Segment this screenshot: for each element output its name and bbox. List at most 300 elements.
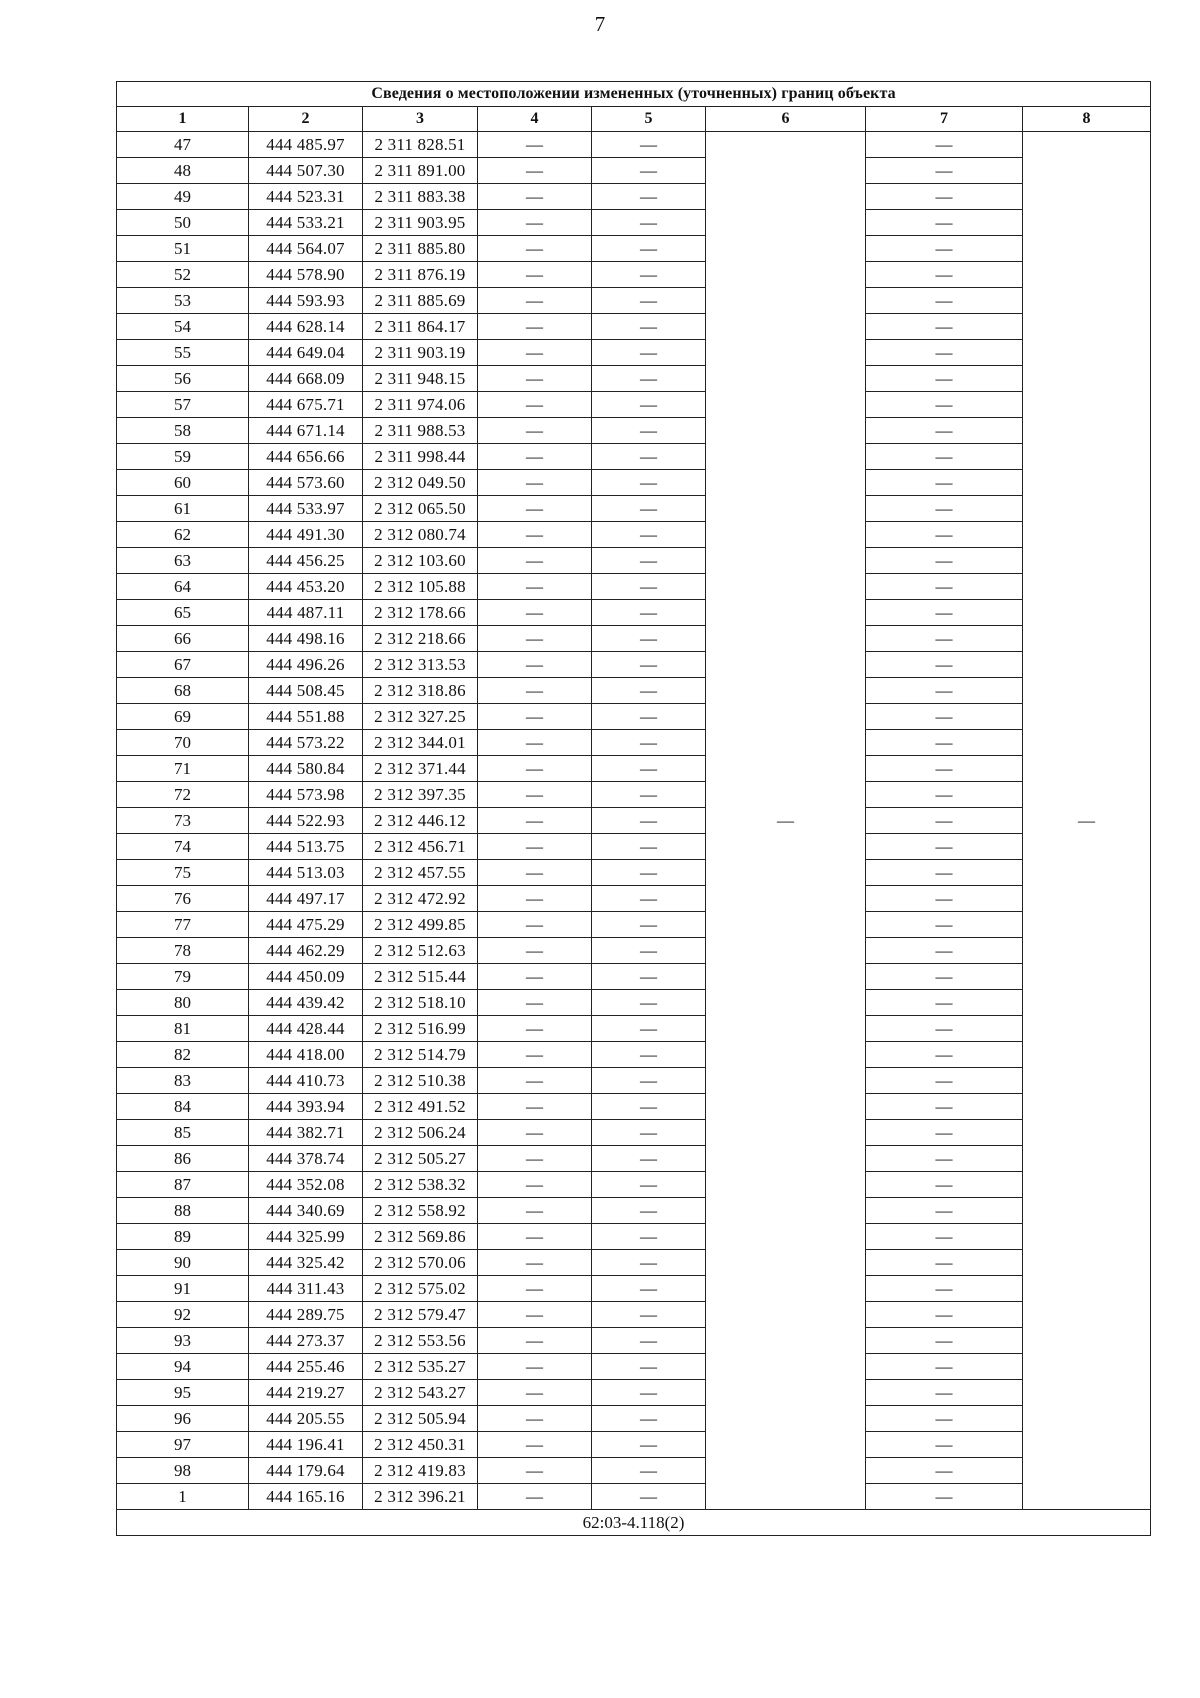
point-number-cell: 74 [117, 834, 249, 860]
point-number-cell: 51 [117, 236, 249, 262]
point-number-cell: 85 [117, 1120, 249, 1146]
column-5-dash-cell: — [592, 1016, 706, 1042]
point-number-cell: 78 [117, 938, 249, 964]
table-row [117, 184, 1151, 210]
column-4-dash-cell: — [478, 184, 592, 210]
point-number-cell: 89 [117, 1224, 249, 1250]
column-7-dash-cell: — [866, 548, 1023, 574]
table-row [117, 210, 1151, 236]
column-4-dash-cell: — [478, 1276, 592, 1302]
y-coordinate-cell: 2 312 397.35 [363, 782, 478, 808]
table-row [117, 1276, 1151, 1302]
column-7-dash-cell: — [866, 626, 1023, 652]
point-number-cell: 53 [117, 288, 249, 314]
point-number-cell: 84 [117, 1094, 249, 1120]
column-4-dash-cell: — [478, 132, 592, 158]
y-coordinate-cell: 2 311 828.51 [363, 132, 478, 158]
column-7-dash-cell: — [866, 210, 1023, 236]
table-body [117, 132, 1151, 1510]
column-5-dash-cell: — [592, 496, 706, 522]
table-row [117, 600, 1151, 626]
column-7-dash-cell: — [866, 574, 1023, 600]
point-number-cell: 71 [117, 756, 249, 782]
y-coordinate-cell: 2 312 512.63 [363, 938, 478, 964]
table-row [117, 1068, 1151, 1094]
y-coordinate-cell: 2 312 535.27 [363, 1354, 478, 1380]
column-7-dash-cell: — [866, 1406, 1023, 1432]
point-number-cell: 82 [117, 1042, 249, 1068]
x-coordinate-cell: 444 165.16 [249, 1484, 363, 1510]
point-number-cell: 80 [117, 990, 249, 1016]
x-coordinate-cell: 444 352.08 [249, 1172, 363, 1198]
boundary-coordinates-table [116, 81, 1151, 1536]
x-coordinate-cell: 444 475.29 [249, 912, 363, 938]
column-7-dash-cell: — [866, 1120, 1023, 1146]
y-coordinate-cell: 2 312 575.02 [363, 1276, 478, 1302]
column-7-dash-cell: — [866, 236, 1023, 262]
column-5-dash-cell: — [592, 912, 706, 938]
point-number-cell: 63 [117, 548, 249, 574]
x-coordinate-cell: 444 573.60 [249, 470, 363, 496]
point-number-cell: 58 [117, 418, 249, 444]
x-coordinate-cell: 444 649.04 [249, 340, 363, 366]
column-4-dash-cell: — [478, 262, 592, 288]
x-coordinate-cell: 444 573.98 [249, 782, 363, 808]
point-number-cell: 79 [117, 964, 249, 990]
column-4-dash-cell: — [478, 1042, 592, 1068]
x-coordinate-cell: 444 578.90 [249, 262, 363, 288]
point-number-cell: 68 [117, 678, 249, 704]
x-coordinate-cell: 444 340.69 [249, 1198, 363, 1224]
column-5-dash-cell: — [592, 860, 706, 886]
y-coordinate-cell: 2 312 080.74 [363, 522, 478, 548]
column-7-dash-cell: — [866, 1276, 1023, 1302]
column-4-dash-cell: — [478, 340, 592, 366]
point-number-cell: 86 [117, 1146, 249, 1172]
column-4-dash-cell: — [478, 1328, 592, 1354]
x-coordinate-cell: 444 551.88 [249, 704, 363, 730]
table-row [117, 366, 1151, 392]
column-7-dash-cell: — [866, 418, 1023, 444]
point-number-cell: 69 [117, 704, 249, 730]
column-4-dash-cell: — [478, 678, 592, 704]
column-7-dash-cell: — [866, 1380, 1023, 1406]
y-coordinate-cell: 2 312 510.38 [363, 1068, 478, 1094]
column-4-dash-cell: — [478, 1068, 592, 1094]
column-4-dash-cell: — [478, 1172, 592, 1198]
table-row [117, 1354, 1151, 1380]
point-number-cell: 72 [117, 782, 249, 808]
y-coordinate-cell: 2 312 515.44 [363, 964, 478, 990]
column-5-dash-cell: — [592, 886, 706, 912]
column-7-dash-cell: — [866, 522, 1023, 548]
x-coordinate-cell: 444 311.43 [249, 1276, 363, 1302]
y-coordinate-cell: 2 312 499.85 [363, 912, 478, 938]
column-4-dash-cell: — [478, 1016, 592, 1042]
column-5-dash-cell: — [592, 236, 706, 262]
y-coordinate-cell: 2 311 974.06 [363, 392, 478, 418]
column-7-dash-cell: — [866, 652, 1023, 678]
point-number-cell: 98 [117, 1458, 249, 1484]
table-row [117, 548, 1151, 574]
table-row [117, 470, 1151, 496]
y-coordinate-cell: 2 312 327.25 [363, 704, 478, 730]
x-coordinate-cell: 444 513.75 [249, 834, 363, 860]
y-coordinate-cell: 2 312 313.53 [363, 652, 478, 678]
column-4-dash-cell: — [478, 730, 592, 756]
column-5-dash-cell: — [592, 1354, 706, 1380]
column-5-dash-cell: — [592, 392, 706, 418]
y-coordinate-cell: 2 312 558.92 [363, 1198, 478, 1224]
column-4-dash-cell: — [478, 1380, 592, 1406]
point-number-cell: 77 [117, 912, 249, 938]
column-4-dash-cell: — [478, 366, 592, 392]
column-7-dash-cell: — [866, 730, 1023, 756]
column-4-dash-cell: — [478, 444, 592, 470]
column-4-dash-cell: — [478, 1094, 592, 1120]
x-coordinate-cell: 444 205.55 [249, 1406, 363, 1432]
point-number-cell: 95 [117, 1380, 249, 1406]
column-5-dash-cell: — [592, 626, 706, 652]
column-4-dash-cell: — [478, 938, 592, 964]
point-number-cell: 93 [117, 1328, 249, 1354]
x-coordinate-cell: 444 453.20 [249, 574, 363, 600]
column-4-dash-cell: — [478, 756, 592, 782]
column-7-dash-cell: — [866, 262, 1023, 288]
column-7-dash-cell: — [866, 860, 1023, 886]
column-7-dash-cell: — [866, 990, 1023, 1016]
y-coordinate-cell: 2 311 876.19 [363, 262, 478, 288]
column-5-dash-cell: — [592, 678, 706, 704]
y-coordinate-cell: 2 312 419.83 [363, 1458, 478, 1484]
x-coordinate-cell: 444 219.27 [249, 1380, 363, 1406]
column-8-merged-dash-cell: — [1023, 132, 1151, 1510]
column-5-dash-cell: — [592, 548, 706, 574]
column-header-1: 1 [117, 107, 249, 132]
point-number-cell: 49 [117, 184, 249, 210]
table-row [117, 1380, 1151, 1406]
x-coordinate-cell: 444 393.94 [249, 1094, 363, 1120]
table-row [117, 938, 1151, 964]
column-4-dash-cell: — [478, 314, 592, 340]
x-coordinate-cell: 444 498.16 [249, 626, 363, 652]
column-7-dash-cell: — [866, 158, 1023, 184]
point-number-cell: 50 [117, 210, 249, 236]
column-header-6: 6 [706, 107, 866, 132]
table-row [117, 340, 1151, 366]
column-4-dash-cell: — [478, 626, 592, 652]
column-5-dash-cell: — [592, 938, 706, 964]
column-header-7: 7 [866, 107, 1023, 132]
column-4-dash-cell: — [478, 496, 592, 522]
column-5-dash-cell: — [592, 600, 706, 626]
x-coordinate-cell: 444 273.37 [249, 1328, 363, 1354]
y-coordinate-cell: 2 312 105.88 [363, 574, 478, 600]
x-coordinate-cell: 444 508.45 [249, 678, 363, 704]
column-4-dash-cell: — [478, 1120, 592, 1146]
table-row [117, 808, 1151, 834]
table-row [117, 132, 1151, 158]
y-coordinate-cell: 2 312 505.94 [363, 1406, 478, 1432]
y-coordinate-cell: 2 312 103.60 [363, 548, 478, 574]
column-5-dash-cell: — [592, 1172, 706, 1198]
column-5-dash-cell: — [592, 1458, 706, 1484]
y-coordinate-cell: 2 311 948.15 [363, 366, 478, 392]
column-4-dash-cell: — [478, 860, 592, 886]
table-row [117, 1406, 1151, 1432]
point-number-cell: 73 [117, 808, 249, 834]
y-coordinate-cell: 2 312 579.47 [363, 1302, 478, 1328]
x-coordinate-cell: 444 450.09 [249, 964, 363, 990]
y-coordinate-cell: 2 311 885.69 [363, 288, 478, 314]
column-5-dash-cell: — [592, 1120, 706, 1146]
table-row [117, 704, 1151, 730]
y-coordinate-cell: 2 312 569.86 [363, 1224, 478, 1250]
column-5-dash-cell: — [592, 1250, 706, 1276]
y-coordinate-cell: 2 312 318.86 [363, 678, 478, 704]
table-row [117, 418, 1151, 444]
x-coordinate-cell: 444 533.21 [249, 210, 363, 236]
column-4-dash-cell: — [478, 470, 592, 496]
column-4-dash-cell: — [478, 808, 592, 834]
point-number-cell: 61 [117, 496, 249, 522]
point-number-cell: 83 [117, 1068, 249, 1094]
y-coordinate-cell: 2 312 065.50 [363, 496, 478, 522]
point-number-cell: 54 [117, 314, 249, 340]
x-coordinate-cell: 444 497.17 [249, 886, 363, 912]
column-7-dash-cell: — [866, 1146, 1023, 1172]
column-4-dash-cell: — [478, 1354, 592, 1380]
table-row [117, 1120, 1151, 1146]
y-coordinate-cell: 2 312 514.79 [363, 1042, 478, 1068]
column-5-dash-cell: — [592, 366, 706, 392]
x-coordinate-cell: 444 593.93 [249, 288, 363, 314]
x-coordinate-cell: 444 485.97 [249, 132, 363, 158]
column-4-dash-cell: — [478, 1146, 592, 1172]
point-number-cell: 76 [117, 886, 249, 912]
point-number-cell: 70 [117, 730, 249, 756]
column-5-dash-cell: — [592, 1380, 706, 1406]
y-coordinate-cell: 2 311 883.38 [363, 184, 478, 210]
y-coordinate-cell: 2 312 450.31 [363, 1432, 478, 1458]
x-coordinate-cell: 444 523.31 [249, 184, 363, 210]
column-5-dash-cell: — [592, 1276, 706, 1302]
column-7-dash-cell: — [866, 340, 1023, 366]
column-7-dash-cell: — [866, 808, 1023, 834]
y-coordinate-cell: 2 312 570.06 [363, 1250, 478, 1276]
y-coordinate-cell: 2 312 505.27 [363, 1146, 478, 1172]
x-coordinate-cell: 444 580.84 [249, 756, 363, 782]
y-coordinate-cell: 2 312 506.24 [363, 1120, 478, 1146]
point-number-cell: 55 [117, 340, 249, 366]
column-7-dash-cell: — [866, 1172, 1023, 1198]
column-5-dash-cell: — [592, 574, 706, 600]
x-coordinate-cell: 444 675.71 [249, 392, 363, 418]
column-4-dash-cell: — [478, 964, 592, 990]
table-row [117, 236, 1151, 262]
column-5-dash-cell: — [592, 158, 706, 184]
point-number-cell: 67 [117, 652, 249, 678]
x-coordinate-cell: 444 410.73 [249, 1068, 363, 1094]
y-coordinate-cell: 2 311 891.00 [363, 158, 478, 184]
point-number-cell: 66 [117, 626, 249, 652]
x-coordinate-cell: 444 507.30 [249, 158, 363, 184]
point-number-cell: 94 [117, 1354, 249, 1380]
column-7-dash-cell: — [866, 1354, 1023, 1380]
y-coordinate-cell: 2 312 538.32 [363, 1172, 478, 1198]
column-7-dash-cell: — [866, 1094, 1023, 1120]
x-coordinate-cell: 444 418.00 [249, 1042, 363, 1068]
point-number-cell: 97 [117, 1432, 249, 1458]
y-coordinate-cell: 2 312 543.27 [363, 1380, 478, 1406]
table-row [117, 288, 1151, 314]
column-7-dash-cell: — [866, 444, 1023, 470]
column-4-dash-cell: — [478, 522, 592, 548]
column-4-dash-cell: — [478, 652, 592, 678]
column-7-dash-cell: — [866, 1302, 1023, 1328]
table-row [117, 860, 1151, 886]
column-7-dash-cell: — [866, 470, 1023, 496]
column-7-dash-cell: — [866, 964, 1023, 990]
column-4-dash-cell: — [478, 1432, 592, 1458]
y-coordinate-cell: 2 311 864.17 [363, 314, 478, 340]
column-5-dash-cell: — [592, 1328, 706, 1354]
table-row [117, 1094, 1151, 1120]
column-7-dash-cell: — [866, 756, 1023, 782]
table-row [117, 522, 1151, 548]
table-row [117, 1146, 1151, 1172]
column-5-dash-cell: — [592, 1198, 706, 1224]
y-coordinate-cell: 2 312 457.55 [363, 860, 478, 886]
table-row [117, 1042, 1151, 1068]
table-row [117, 1224, 1151, 1250]
table-row [117, 496, 1151, 522]
y-coordinate-cell: 2 312 553.56 [363, 1328, 478, 1354]
table-row [117, 1172, 1151, 1198]
column-header-5: 5 [592, 107, 706, 132]
x-coordinate-cell: 444 487.11 [249, 600, 363, 626]
y-coordinate-cell: 2 312 446.12 [363, 808, 478, 834]
table-row [117, 1250, 1151, 1276]
x-coordinate-cell: 444 428.44 [249, 1016, 363, 1042]
table-row [117, 886, 1151, 912]
table-row [117, 392, 1151, 418]
y-coordinate-cell: 2 311 885.80 [363, 236, 478, 262]
column-4-dash-cell: — [478, 990, 592, 1016]
table-row [117, 730, 1151, 756]
column-5-dash-cell: — [592, 1146, 706, 1172]
x-coordinate-cell: 444 522.93 [249, 808, 363, 834]
table-row [117, 626, 1151, 652]
y-coordinate-cell: 2 312 396.21 [363, 1484, 478, 1510]
column-7-dash-cell: — [866, 1198, 1023, 1224]
column-7-dash-cell: — [866, 886, 1023, 912]
column-5-dash-cell: — [592, 1042, 706, 1068]
x-coordinate-cell: 444 513.03 [249, 860, 363, 886]
y-coordinate-cell: 2 311 998.44 [363, 444, 478, 470]
column-7-dash-cell: — [866, 288, 1023, 314]
column-5-dash-cell: — [592, 470, 706, 496]
table-caption: Сведения о местоположении измененных (уточненных) границ объекта [117, 82, 1151, 107]
x-coordinate-cell: 444 439.42 [249, 990, 363, 1016]
column-7-dash-cell: — [866, 314, 1023, 340]
point-number-cell: 87 [117, 1172, 249, 1198]
column-7-dash-cell: — [866, 1432, 1023, 1458]
column-5-dash-cell: — [592, 964, 706, 990]
column-5-dash-cell: — [592, 1432, 706, 1458]
point-number-cell: 60 [117, 470, 249, 496]
y-coordinate-cell: 2 311 988.53 [363, 418, 478, 444]
table-row [117, 782, 1151, 808]
column-7-dash-cell: — [866, 184, 1023, 210]
x-coordinate-cell: 444 325.42 [249, 1250, 363, 1276]
table-row [117, 990, 1151, 1016]
column-header-2: 2 [249, 107, 363, 132]
table-row [117, 1432, 1151, 1458]
column-5-dash-cell: — [592, 184, 706, 210]
x-coordinate-cell: 444 289.75 [249, 1302, 363, 1328]
point-number-cell: 75 [117, 860, 249, 886]
y-coordinate-cell: 2 311 903.19 [363, 340, 478, 366]
x-coordinate-cell: 444 533.97 [249, 496, 363, 522]
table-row [117, 574, 1151, 600]
y-coordinate-cell: 2 312 518.10 [363, 990, 478, 1016]
point-number-cell: 62 [117, 522, 249, 548]
table-row [117, 964, 1151, 990]
column-5-dash-cell: — [592, 522, 706, 548]
table-row [117, 1016, 1151, 1042]
x-coordinate-cell: 444 491.30 [249, 522, 363, 548]
column-7-dash-cell: — [866, 1068, 1023, 1094]
point-number-cell: 57 [117, 392, 249, 418]
column-4-dash-cell: — [478, 1484, 592, 1510]
column-4-dash-cell: — [478, 1458, 592, 1484]
column-4-dash-cell: — [478, 418, 592, 444]
column-4-dash-cell: — [478, 704, 592, 730]
table-row [117, 1458, 1151, 1484]
column-7-dash-cell: — [866, 782, 1023, 808]
point-number-cell: 91 [117, 1276, 249, 1302]
column-7-dash-cell: — [866, 678, 1023, 704]
column-5-dash-cell: — [592, 704, 706, 730]
column-7-dash-cell: — [866, 1484, 1023, 1510]
column-5-dash-cell: — [592, 730, 706, 756]
column-header-3: 3 [363, 107, 478, 132]
x-coordinate-cell: 444 668.09 [249, 366, 363, 392]
x-coordinate-cell: 444 255.46 [249, 1354, 363, 1380]
column-5-dash-cell: — [592, 1094, 706, 1120]
column-4-dash-cell: — [478, 158, 592, 184]
column-5-dash-cell: — [592, 1302, 706, 1328]
column-5-dash-cell: — [592, 418, 706, 444]
column-7-dash-cell: — [866, 1458, 1023, 1484]
column-7-dash-cell: — [866, 834, 1023, 860]
x-coordinate-cell: 444 496.26 [249, 652, 363, 678]
x-coordinate-cell: 444 325.99 [249, 1224, 363, 1250]
point-number-cell: 90 [117, 1250, 249, 1276]
column-7-dash-cell: — [866, 1042, 1023, 1068]
column-5-dash-cell: — [592, 1406, 706, 1432]
column-4-dash-cell: — [478, 1302, 592, 1328]
column-7-dash-cell: — [866, 1250, 1023, 1276]
column-6-merged-dash-cell: — [706, 132, 866, 1510]
column-5-dash-cell: — [592, 444, 706, 470]
y-coordinate-cell: 2 312 516.99 [363, 1016, 478, 1042]
column-4-dash-cell: — [478, 548, 592, 574]
column-5-dash-cell: — [592, 210, 706, 236]
column-4-dash-cell: — [478, 1406, 592, 1432]
column-4-dash-cell: — [478, 912, 592, 938]
